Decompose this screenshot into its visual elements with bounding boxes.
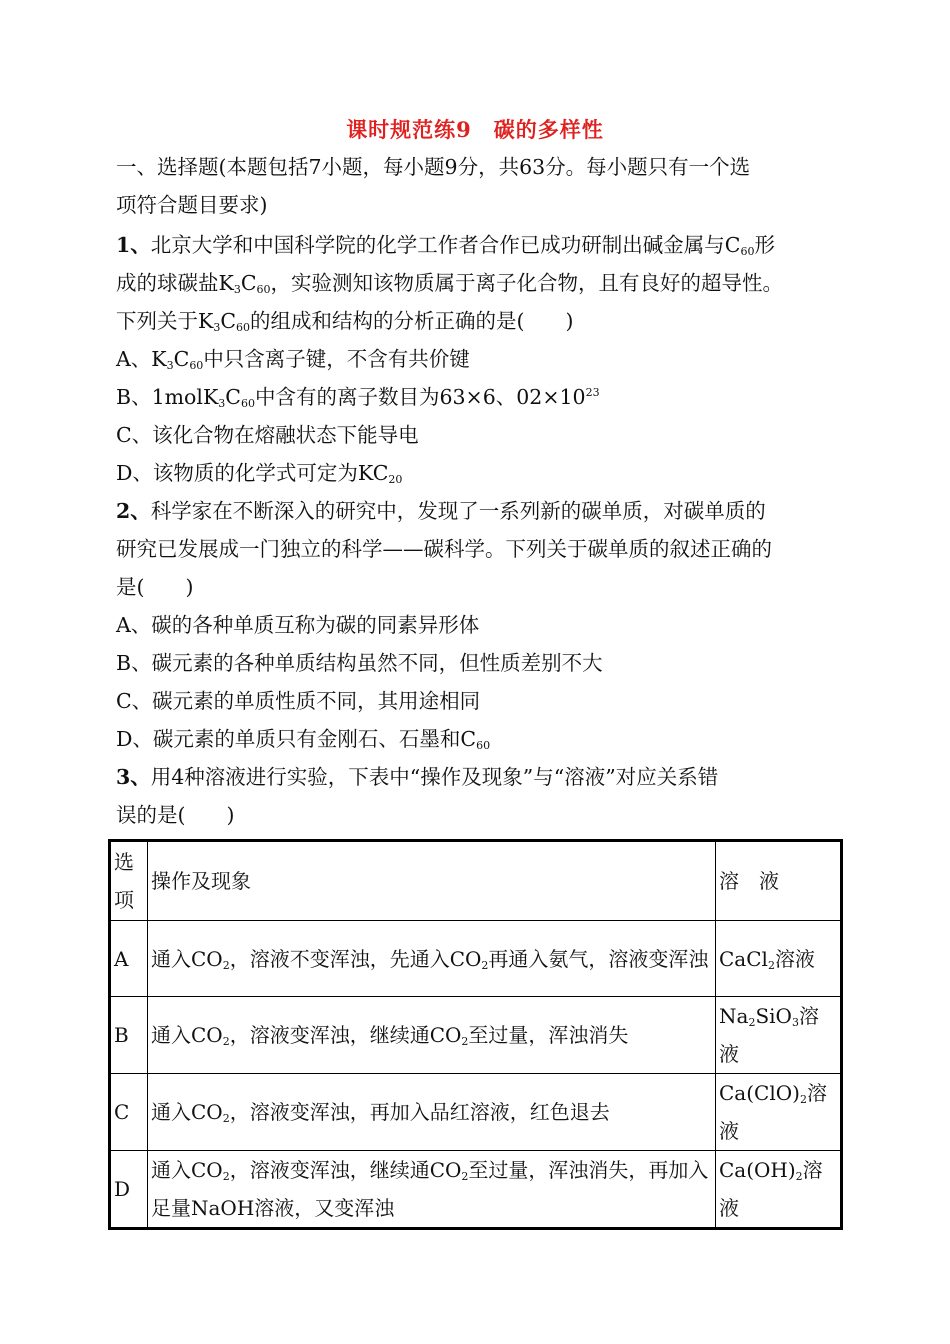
q2-option-d: [116, 720, 846, 758]
subscript: 60: [740, 245, 755, 258]
header-option-char: 选: [114, 850, 134, 874]
q3-stem-line-2: 误的是( ): [116, 803, 235, 827]
option-text: D、碳元素的单质只有金刚石、石墨和C: [116, 727, 477, 751]
q2-option-b: B、碳元素的各种单质结构虽然不同，但性质差别不大: [116, 651, 603, 675]
q1-option-c: C、该化合物在熔融状态下能导电: [116, 423, 419, 447]
option-text: 中含有的离子数目为63×6、02×10: [254, 385, 586, 409]
subscript: 2: [481, 958, 489, 972]
subscript: 60: [476, 739, 491, 752]
header-option-char: 项: [114, 888, 134, 912]
q1-stem-line-3: [116, 302, 846, 340]
q2-text: 科学家在不断深入的研究中，发现了一系列新的碳单质，对碳单质的: [150, 499, 766, 523]
cell-text: SiO: [755, 1004, 792, 1028]
subscript: 2: [222, 1170, 230, 1183]
subscript: 2: [461, 1035, 469, 1048]
option-text: A、K: [116, 347, 167, 371]
q1-number: 1、: [116, 233, 151, 257]
subscript: 2: [795, 1170, 803, 1183]
row-option: B: [110, 997, 148, 1074]
subscript: 2: [748, 1016, 756, 1029]
q1-text: 北京大学和中国科学院的化学工作者合作已成功研制出碱金属与C: [150, 233, 741, 257]
table-row: [110, 997, 842, 1074]
q1-text: C: [220, 309, 237, 333]
cell-text: ，溶液变浑浊，再加入品红溶液，红色退去: [229, 1100, 610, 1124]
row-operation: [148, 997, 716, 1074]
row-operation: [148, 921, 716, 997]
header-solution: 溶 液: [716, 841, 842, 921]
row-solution: [716, 921, 842, 997]
option-text: C: [225, 385, 241, 409]
cell-text: 至过量，浑浊消失: [468, 1023, 629, 1047]
section-heading-line-1: 一、选择题(本题包括7小题，每小题9分，共63分。每小题只有一个选: [116, 155, 751, 179]
row-solution: [716, 1151, 842, 1229]
cell-text: Ca(OH): [719, 1158, 796, 1182]
q1-text: 的组成和结构的分析正确的是( ): [250, 309, 574, 333]
row-operation: [148, 1151, 716, 1229]
subscript: 60: [240, 397, 255, 410]
option-text: D、该物质的化学式可定为KC: [116, 461, 389, 485]
subscript: 2: [222, 958, 230, 972]
cell-text: 通入CO: [151, 1100, 223, 1124]
experiment-table: [108, 839, 843, 1230]
cell-text: 溶液: [719, 1158, 823, 1220]
q2-stem-line-3: 是( ): [116, 575, 194, 599]
q1-option-d: [116, 454, 846, 492]
row-operation: [148, 1074, 716, 1151]
q1-option-b: [116, 378, 846, 416]
q3-number: 3、: [116, 765, 151, 789]
cell-text: Ca(ClO): [719, 1081, 800, 1105]
q1-stem-line-2: [116, 264, 846, 302]
q1-text: 形: [754, 233, 775, 257]
subscript: 2: [222, 1112, 230, 1125]
cell-text: 通入CO: [151, 1023, 223, 1047]
q3-stem-line-1: [116, 758, 846, 796]
subscript: 3: [791, 1016, 799, 1029]
subscript: 60: [189, 359, 204, 372]
cell-text: 通入CO: [151, 1158, 223, 1182]
subscript: 3: [233, 283, 241, 296]
option-text: 中只含离子键，不含有共价键: [203, 347, 470, 371]
subscript: 2: [461, 1170, 469, 1183]
cell-text: ，溶液变浑浊，继续通CO: [229, 1158, 462, 1182]
table-row: [110, 921, 842, 997]
q2-option-a: A、碳的各种单质互称为碳的同素异形体: [116, 613, 480, 637]
q1-stem-line-1: [116, 226, 846, 264]
subscript: 2: [799, 1093, 807, 1106]
q3-text: 用4种溶液进行实验，下表中“操作及现象”与“溶液”对应关系错: [150, 765, 719, 789]
cell-text: 溶液: [719, 1004, 819, 1066]
table-row: [110, 1074, 842, 1151]
q2-stem-line-2: 研究已发展成一门独立的科学——碳科学。下列关于碳单质的叙述正确的: [116, 537, 772, 561]
header-operation: 操作及现象: [148, 841, 716, 921]
subscript: 2: [767, 958, 775, 972]
cell-text: ，溶液不变浑浊，先通入CO: [229, 946, 482, 971]
table-header-row: [110, 841, 842, 921]
option-text: B、1molK: [116, 385, 219, 409]
q1-option-a: [116, 340, 846, 378]
row-solution: [716, 997, 842, 1074]
subscript: 3: [166, 359, 174, 372]
row-option: A: [110, 921, 148, 997]
q2-option-c: C、碳元素的单质性质不同，其用途相同: [116, 689, 481, 713]
cell-text: CaCl: [719, 946, 768, 971]
subscript: 60: [236, 321, 251, 334]
cell-text: 再通入氨气，溶液变浑浊: [488, 946, 709, 971]
cell-text: 通入CO: [151, 946, 223, 971]
q1-text: C: [240, 271, 257, 295]
q2-number: 2、: [116, 499, 151, 523]
subscript: 60: [256, 283, 271, 296]
q1-text: 成的球碳盐K: [116, 271, 234, 295]
section-heading-line-2: 项符合题目要求): [116, 193, 268, 217]
cell-text: ，溶液变浑浊，继续通CO: [229, 1023, 462, 1047]
row-option: D: [110, 1151, 148, 1229]
option-text: C: [173, 347, 190, 371]
q1-text: 下列关于K: [116, 309, 214, 333]
subscript: 20: [388, 473, 403, 486]
cell-text: 至过量，浑浊消失，再加入足量NaOH溶液，又变浑浊: [151, 1158, 709, 1220]
cell-text: 溶液: [719, 1081, 827, 1143]
row-solution: [716, 1074, 842, 1151]
row-option: C: [110, 1074, 148, 1151]
superscript: 23: [585, 386, 600, 399]
cell-text: 溶液: [774, 946, 815, 971]
table-row: [110, 1151, 842, 1229]
cell-text: Na: [719, 1004, 749, 1028]
subscript: 3: [218, 397, 226, 410]
page-title: 课时规范练9 碳的多样性: [346, 117, 604, 142]
header-option: [110, 841, 148, 921]
subscript: 3: [213, 321, 221, 334]
q2-stem-line-1: [116, 492, 846, 530]
q1-text: ，实验测知该物质属于离子化合物，且有良好的超导性。: [270, 271, 784, 295]
subscript: 2: [222, 1035, 230, 1048]
